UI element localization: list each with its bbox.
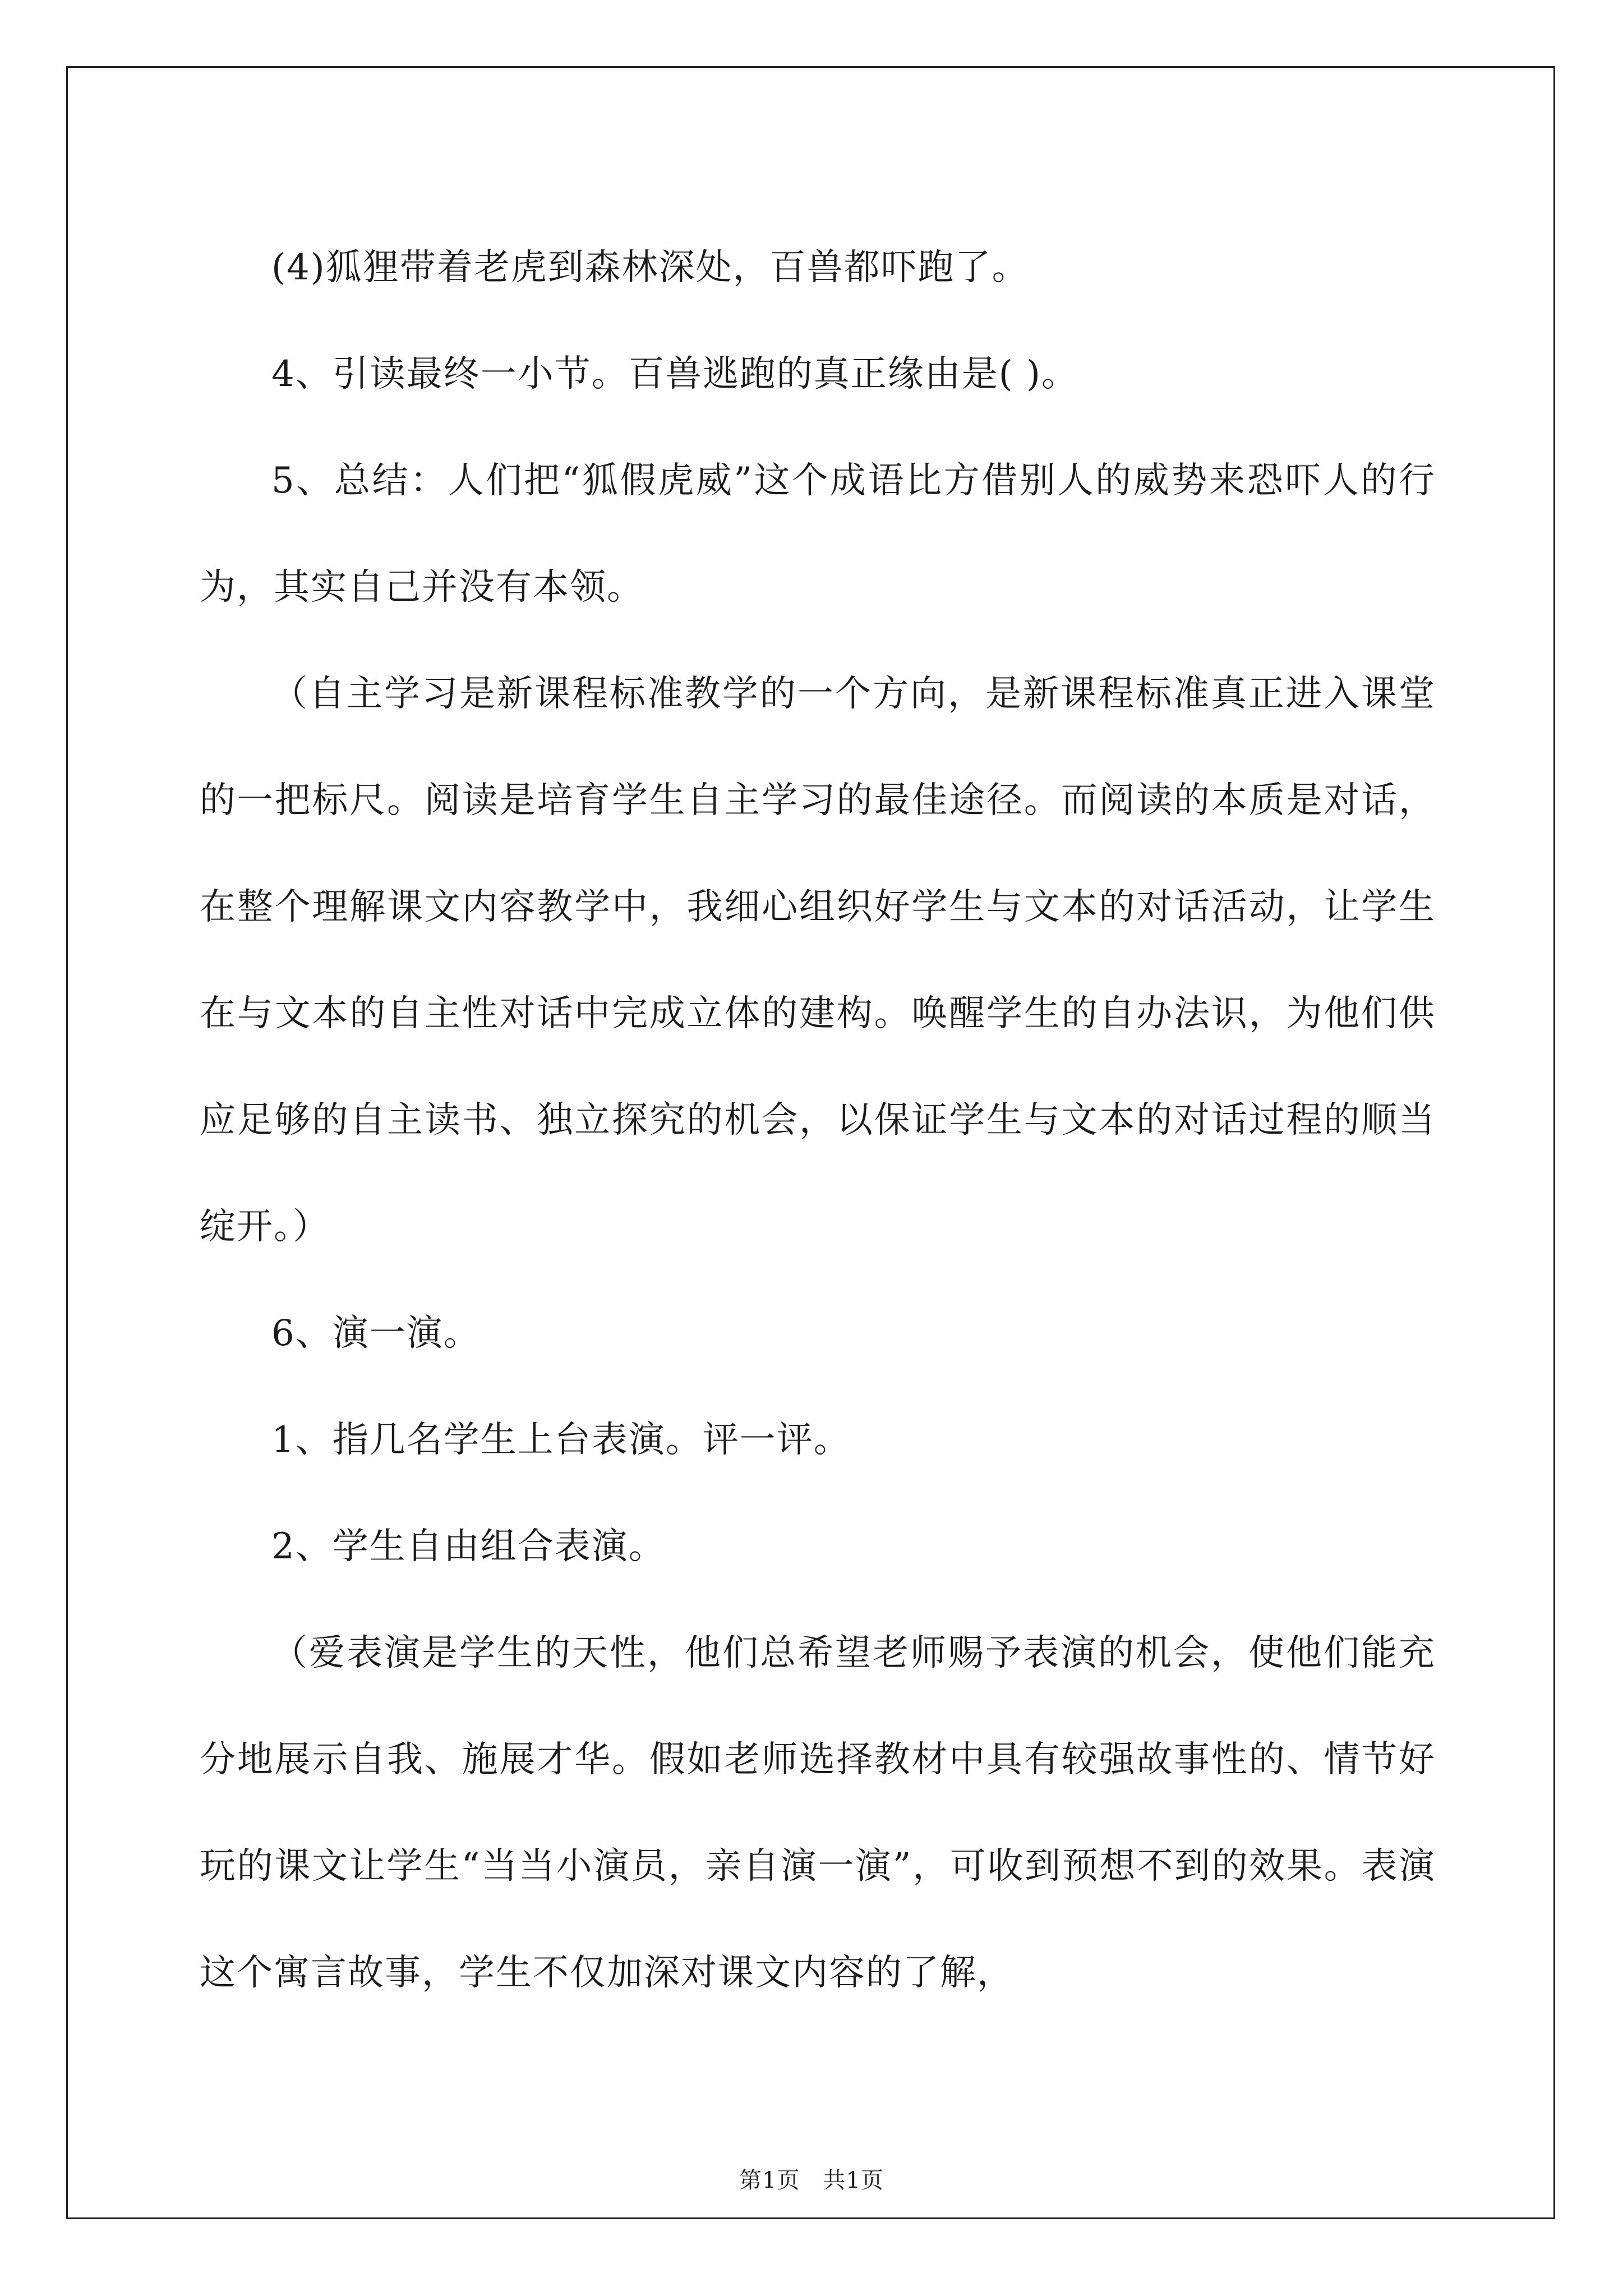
paragraph: 1、指几名学生上台表演。评一评。 [271,1419,851,1461]
paragraph: 2、学生自由组合表演。 [271,1526,666,1567]
document-body [200,214,1436,2026]
paragraph: 6、演一演。 [271,1313,481,1354]
page-number-footer: 第1页 共1页 [739,2168,884,2193]
paragraph: 5、总结：人们把“狐假虎威”这个成语比方借别人的威势来恐吓人的行为，其实自己并没有本领。 [200,460,1436,608]
paragraph: (4)狐狸带着老虎到森林深处，百兽都吓跑了。 [271,247,1029,288]
paragraph: （爱表演是学生的天性，他们总希望老师赐予表演的机会，使他们能充分地展示自我、施展才华。假如老师选择教材中具有较强故事性的、情节好玩的课文让学生“当当小演员，亲自演一演”，可收到预想不到的效果。表演这个寓言故事，学生不仅加深对课文内容的了解， [200,1632,1436,1994]
paragraph: （自主学习是新课程标准教学的一个方向，是新课程标准真正进入课堂的一把标尺。阅读是培育学生自主学习的最佳途径。而阅读的本质是对话，在整个理解课文内容教学中，我细心组织好学生与文本的对话活动，让学生在与文本的自主性对话中完成立体的建构。唤醒学生的自办法识，为他们供应足够的自主读书、独立探究的机会，以保证学生与文本的对话过程的顺当绽开。） [200,673,1436,1248]
paragraph: 4、引读最终一小节。百兽逃跑的真正缘由是( )。 [271,353,1078,395]
